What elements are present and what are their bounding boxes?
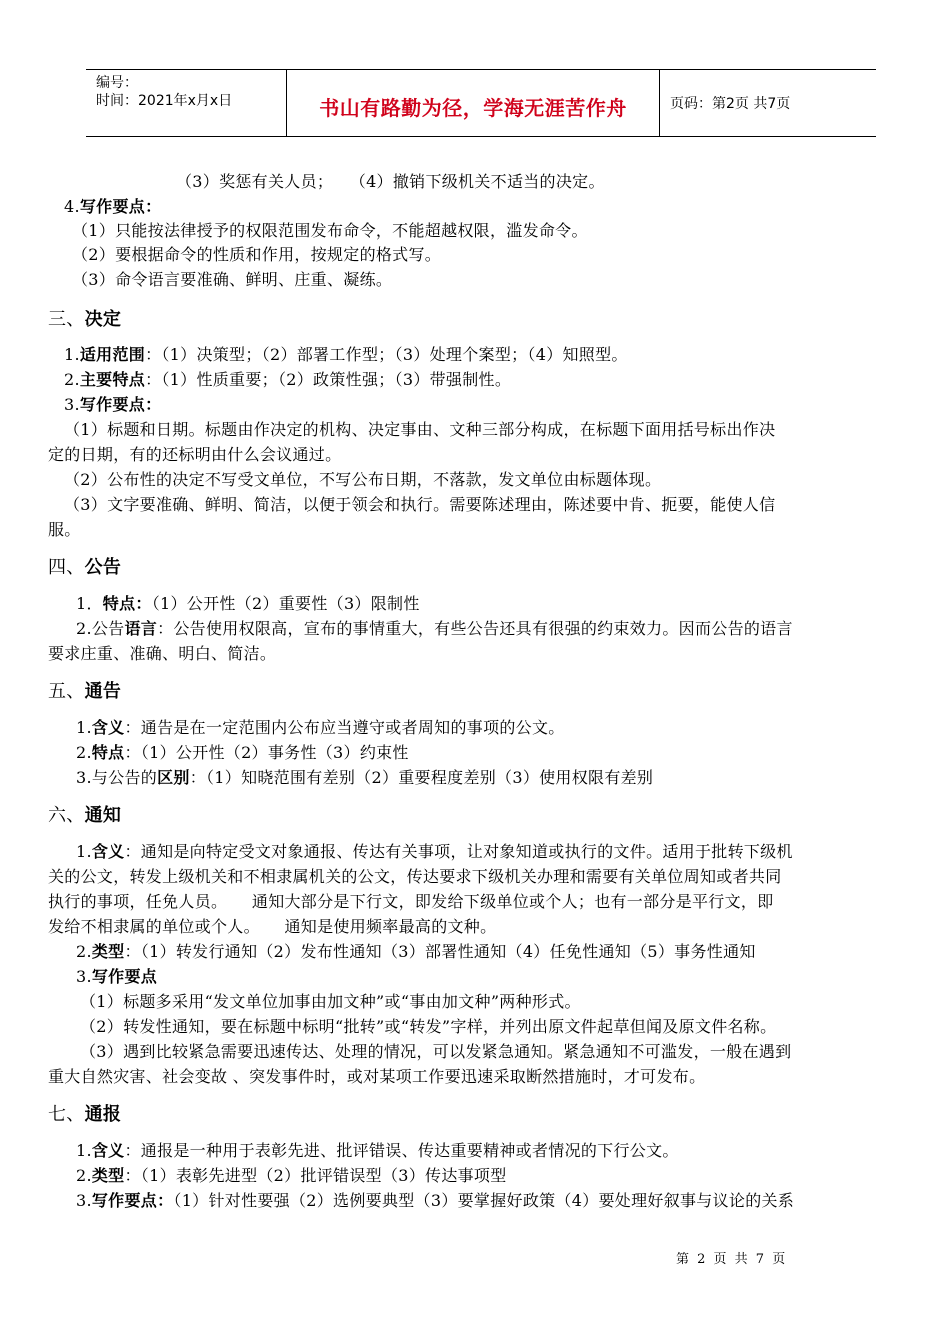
header-page-number: 页码：第2页 共7页 — [670, 96, 791, 112]
subheading-line: 4.写作要点： — [64, 197, 162, 216]
text-line: 2.公告语言：公告使用权限高，宣布的事情重大，有些公告还具有很强的约束效力。因而公告的语言 — [76, 619, 793, 638]
header-motto-cell — [287, 70, 660, 136]
text-line: 1.含义：通告是在一定范围内公布应当遵守或者周知的事项的公文。 — [76, 718, 565, 737]
page-header — [86, 69, 876, 137]
text-line: 3.与公告的区别：（1）知晓范围有差别（2）重要程度差别（3）使用权限有差别 — [76, 768, 654, 787]
text-line: （3）遇到比较紧急需要迅速传达、处理的情况，可以发紧急通知。紧急通知不可滥发，一般在遇到 — [80, 1042, 792, 1061]
text-line: （2）要根据命令的性质和作用，按规定的格式写。 — [72, 245, 442, 264]
text-line: （3）奖惩有关人员； （4）撤销下级机关不适当的决定。 — [176, 172, 605, 191]
text-line: 2.特点：（1）公开性（2）事务性（3）约束性 — [76, 743, 409, 762]
text-line: 关的公文，转发上级机关和不相隶属机关的公文，传达要求下级机关办理和需要有关单位周知或者共同 — [48, 867, 782, 886]
section-heading-7: 七、通报 — [48, 1104, 122, 1125]
document-time-label: 时间：2021年x月x日 — [96, 93, 233, 109]
text-line: 1．特点：（1）公开性（2）重要性（3）限制性 — [76, 594, 420, 613]
section-heading-3: 三、决定 — [48, 309, 122, 330]
text-line: （2）转发性通知，要在标题中标明“批转”或“转发”字样，并列出原文件起草但闻及原文件名称。 — [80, 1017, 777, 1036]
text-line: 1.适用范围：（1）决策型；（2）部署工作型；（3）处理个案型；（4）知照型。 — [64, 345, 628, 364]
text-line: （1）标题多采用“发文单位加事由加文种”或“事由加文种”两种形式。 — [80, 992, 581, 1011]
text-line: 发给不相隶属的单位或个人。 通知是使用频率最高的文种。 — [48, 917, 497, 936]
text-line: （3）文字要准确、鲜明、简洁，以便于领会和执行。需要陈述理由，陈述要中肯、扼要，能使人信 — [64, 495, 776, 514]
text-line: 2.类型：（1）表彰先进型（2）批评错误型（3）传达事项型 — [76, 1166, 507, 1185]
text-line: 定的日期，有的还标明由什么会议通过。 — [48, 445, 342, 464]
text-line: （3）命令语言要准确、鲜明、庄重、凝练。 — [72, 270, 393, 289]
text-line: 3.写作要点：（1）针对性要强（2）选例要典型（3）要掌握好政策（4）要处理好叙事与议论的关系 — [76, 1191, 795, 1210]
header-page-cell — [660, 70, 876, 136]
section-heading-4: 四、公告 — [48, 557, 122, 578]
text-line: 2.类型：（1）转发行通知（2）发布性通知（3）部署性通知（4）任免性通知（5）事务性通知 — [76, 942, 756, 961]
text-line: 2.主要特点：（1）性质重要；（2）政策性强；（3）带强制性。 — [64, 370, 512, 389]
section-heading-6: 六、通知 — [48, 805, 122, 826]
text-line: 重大自然灾害、社会变故 、突发事件时，或对某项工作要迅速采取断然措施时，才可发布。 — [48, 1067, 706, 1086]
subheading-line: 3.写作要点： — [64, 395, 162, 414]
subheading-line: 3.写作要点 — [76, 967, 158, 986]
section-heading-5: 五、通告 — [48, 681, 122, 702]
text-line: （1）标题和日期。标题由作决定的机构、决定事由、文种三部分构成，在标题下面用括号标出作决 — [64, 420, 776, 439]
page-footer: 第 2 页 共 7 页 — [676, 1252, 788, 1267]
header-motto: 书山有路勤为径，学海无涯苦作舟 — [319, 96, 627, 120]
text-line: 执行的事项，任免人员。 通知大部分是下行文，即发给下级单位或个人；也有一部分是平行文，即 — [48, 892, 774, 911]
text-line: 服。 — [48, 520, 81, 539]
text-line: 1.含义：通知是向特定受文对象通报、传达有关事项，让对象知道或执行的文件。适用于批转下级机 — [76, 842, 793, 861]
header-meta-cell — [86, 70, 287, 136]
text-line: （2）公布性的决定不写受文单位，不写公布日期，不落款，发文单位由标题体现。 — [64, 470, 662, 489]
text-line: 1.含义：通报是一种用于表彰先进、批评错误、传达重要精神或者情况的下行公文。 — [76, 1141, 679, 1160]
text-line: （1）只能按法律授予的权限范围发布命令，不能超越权限，滥发命令。 — [72, 221, 588, 240]
document-number-label: 编号： — [96, 75, 138, 91]
text-line: 要求庄重、准确、明白、简洁。 — [48, 644, 277, 663]
